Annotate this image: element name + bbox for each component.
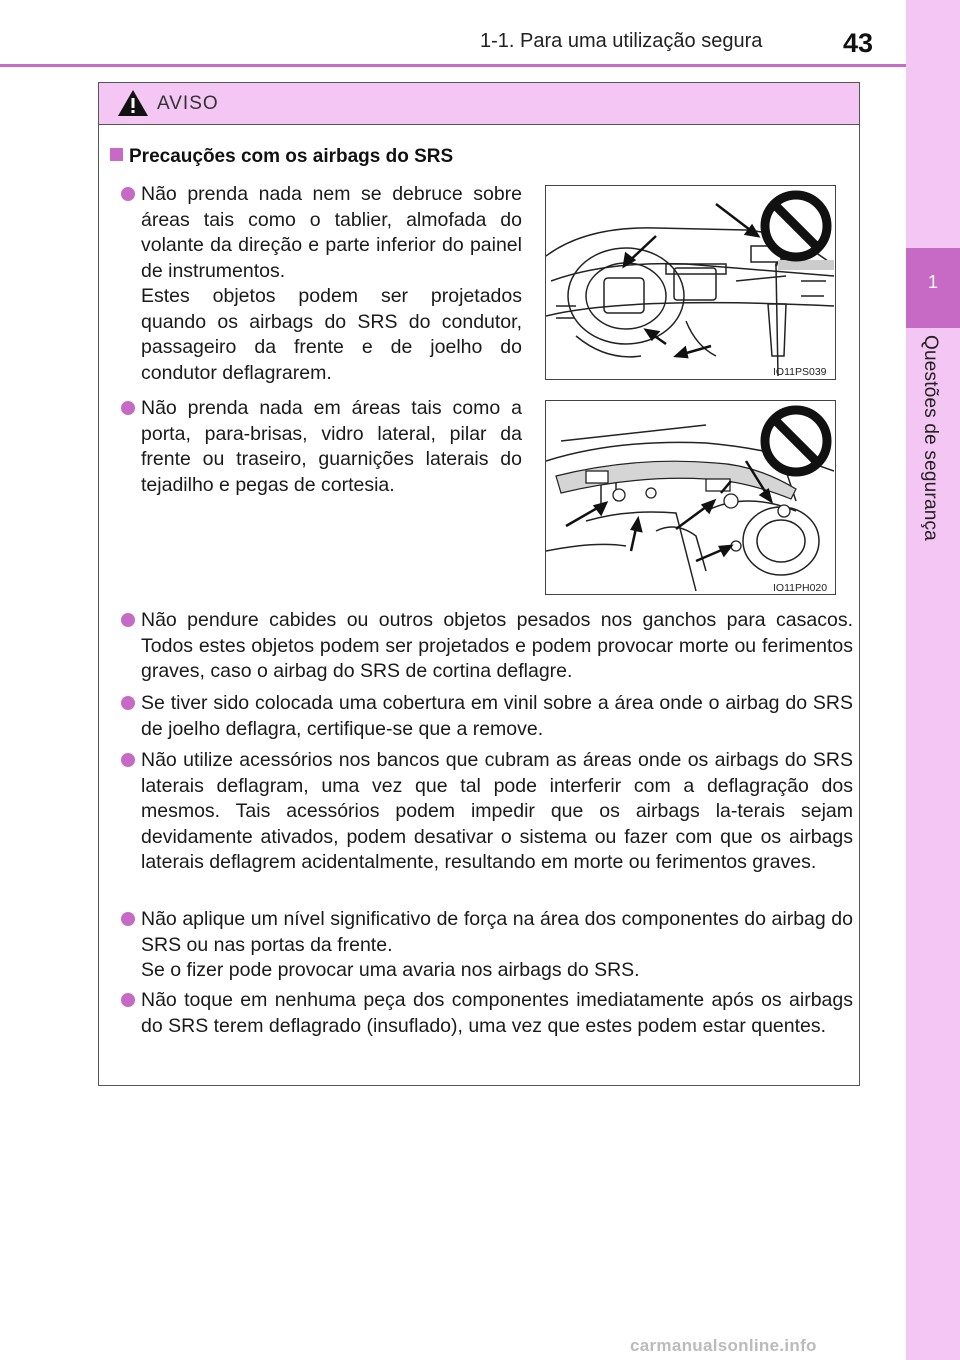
bullet-dot-icon xyxy=(121,993,135,1007)
bullet-dot-icon xyxy=(121,187,135,201)
bullet-text: Não aplique um nível significativo de força na área dos componentes do airbag do SRS ou nas portas da frente. xyxy=(141,908,853,956)
bullet-dot-icon xyxy=(121,912,135,926)
bullet-text: Não prenda nada nem se debruce sobre áreas tais como o tablier, almofada do volante da direção e parte inferior do painel de instrumentos. xyxy=(141,183,522,282)
bullet-item xyxy=(141,608,853,685)
side-tab-strip xyxy=(906,0,960,1360)
chapter-number: 1 xyxy=(927,272,938,292)
bullet-text: Não utilize acessórios nos bancos que cubram as áreas onde os airbags do SRS laterais deflagram, uma vez que tal pode interferir com a deflagração dos mesmos. Tais acessórios podem impedir que os airbags la-terais sejam devidamente ativados, podem desativar o sistema ou fazer com que os airbags laterais deflagrem acidentalmente, resultando em morte ou ferimentos graves. xyxy=(141,749,853,873)
figure-code: IO11PS039 xyxy=(773,366,827,378)
figure-cabin xyxy=(545,400,836,595)
bullet-item xyxy=(141,691,853,742)
figure-dashboard xyxy=(545,185,836,380)
bullet-item xyxy=(141,396,522,498)
dashboard-illustration xyxy=(546,186,834,378)
cabin-illustration xyxy=(546,401,834,593)
figure-code: IO11PH020 xyxy=(773,582,828,594)
bullet-dot-icon xyxy=(121,696,135,710)
bullet-item xyxy=(141,748,853,876)
bullet-item xyxy=(141,988,853,1039)
bullet-text: Se tiver sido colocada uma cobertura em vinil sobre a área onde o airbag do SRS de joelho deflagra, certifique-se que a remove. xyxy=(141,692,853,740)
bullet-item xyxy=(141,907,853,984)
bullet-dot-icon xyxy=(121,613,135,627)
watermark: carmanualsonline.info xyxy=(630,1336,817,1355)
bullet-text: Não toque em nenhuma peça dos componentes imediatamente após os airbags do SRS terem deflagrado (insuflado), uma vez que estes podem estar quentes. xyxy=(141,989,853,1037)
page-number: 43 xyxy=(843,28,874,58)
header-divider xyxy=(0,64,906,67)
chapter-label: Questões de segurança xyxy=(920,335,941,541)
warning-triangle-icon xyxy=(117,89,149,117)
bullet-item xyxy=(141,182,522,386)
bullet-text: Estes objetos podem ser projetados quando os airbags do SRS do condutor, passageiro da frente e de joelho do condutor deflagrarem. xyxy=(141,285,522,384)
bullet-dot-icon xyxy=(121,753,135,767)
header-section-title: 1-1. Para uma utilização segura xyxy=(480,30,763,52)
section-title-text: Precauções com os airbags do SRS xyxy=(129,146,454,167)
warning-header xyxy=(99,83,859,125)
bullet-text: Se o fizer pode provocar uma avaria nos airbags do SRS. xyxy=(141,959,640,981)
bullet-text: Não prenda nada em áreas tais como a porta, para-brisas, vidro lateral, pilar da frente ou traseiro, guarnições laterais do tejadilho e pegas de cortesia. xyxy=(141,397,522,496)
prohibited-icon xyxy=(765,410,827,472)
bullet-text: Não pendure cabides ou outros objetos pesados nos ganchos para casacos. Todos estes objetos podem ser projetados e podem provocar morte ou ferimentos graves, caso o airbag do SRS de cortina deflagre. xyxy=(141,609,853,682)
bullet-dot-icon xyxy=(121,401,135,415)
prohibited-icon xyxy=(765,195,827,257)
square-bullet-icon xyxy=(110,148,123,161)
section-title xyxy=(110,146,453,168)
warning-title: AVISO xyxy=(157,93,219,114)
side-chapter-tab xyxy=(906,248,960,328)
